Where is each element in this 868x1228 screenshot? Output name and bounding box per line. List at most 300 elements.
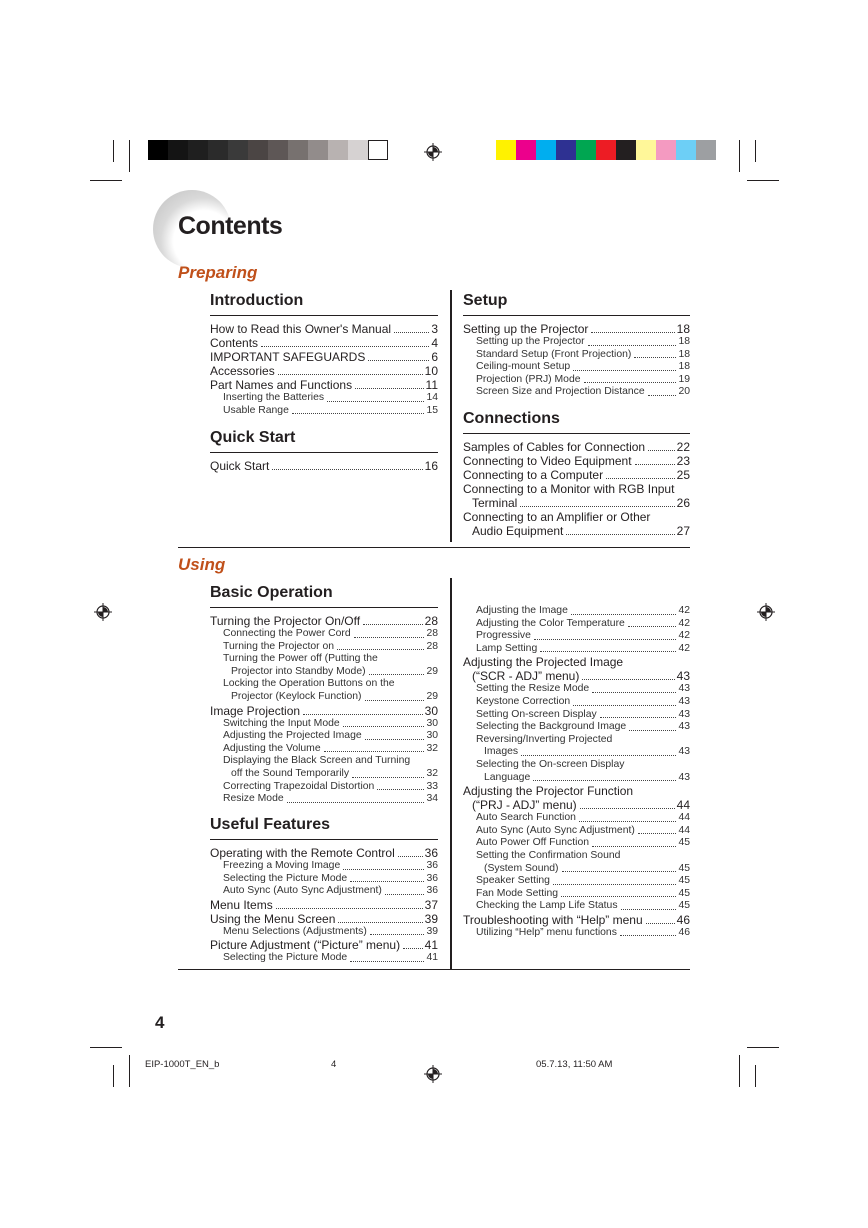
toc-subentry (210, 781, 438, 794)
toc-entry-title: Correcting Trapezoidal Distortion (223, 780, 375, 792)
toc-entry-text-line: Reversing/Inverting Projected (476, 733, 613, 745)
toc-page-number: 26 (676, 496, 690, 510)
toc-subentry (463, 734, 690, 759)
toc-subentry (463, 888, 690, 901)
dot-leader (592, 692, 676, 693)
toc-entry-title: Auto Search Function (476, 812, 576, 824)
dot-leader (338, 922, 422, 923)
registration-mark-icon (424, 1065, 442, 1083)
section-heading: Basic Operation (210, 584, 438, 608)
toc-entry (210, 898, 438, 912)
dot-leader (403, 948, 423, 949)
toc-subentry (463, 812, 690, 825)
toc-page-number: 43 (678, 771, 690, 783)
dot-leader (582, 679, 674, 680)
gray-swatch (228, 140, 248, 160)
dot-leader (343, 869, 424, 870)
toc-page-number: 44 (678, 812, 690, 824)
toc-page-number: 44 (678, 824, 690, 836)
toc-entry-title: Speaker Setting (476, 875, 550, 887)
toc-subentry (210, 628, 438, 641)
toc-entry-title: Progressive (476, 630, 531, 642)
toc-entry (210, 350, 438, 364)
dot-leader (588, 345, 677, 346)
toc-subentry (463, 618, 690, 631)
toc-entry-title: Projector into Standby Mode) (231, 665, 366, 677)
toc-entry-title: Utilizing “Help” menu functions (476, 926, 617, 938)
color-swatch (636, 140, 656, 160)
color-swatch (696, 140, 716, 160)
toc-entry-title: Switching the Input Mode (223, 717, 340, 729)
toc-entry-title: off the Sound Temporarily (231, 767, 350, 779)
dot-leader (363, 624, 423, 625)
toc-page-number: 27 (676, 524, 690, 538)
slug-filename: EIP-1000T_EN_b (145, 1059, 220, 1070)
section-setup (463, 292, 690, 399)
toc-subentry (463, 837, 690, 850)
toc-page-number: 42 (678, 605, 690, 616)
toc-page-number: 43 (678, 721, 690, 733)
toc-page-number: 45 (678, 875, 690, 887)
toc-page-number: 41 (424, 938, 438, 953)
toc-entry (463, 913, 690, 927)
toc-entry-title: IMPORTANT SAFEGUARDS (210, 350, 366, 364)
dot-leader (521, 755, 676, 756)
toc-entry-title: Turning the Projector on (223, 640, 335, 652)
dot-leader (566, 534, 674, 535)
gray-swatch (188, 140, 208, 160)
toc-page-number: 18 (678, 348, 690, 360)
toc-page-number: 30 (424, 703, 438, 718)
toc-entry (463, 655, 690, 683)
toc-page-number: 30 (426, 730, 438, 742)
toc-entry (210, 938, 438, 952)
toc-page-number: 18 (676, 322, 690, 336)
toc-subentry (210, 392, 438, 405)
dot-leader (571, 614, 677, 615)
dot-leader (584, 382, 677, 383)
dot-leader (533, 780, 676, 781)
toc-subentry (463, 336, 690, 349)
dot-leader (276, 908, 423, 909)
toc-page-number: 43 (678, 683, 690, 695)
dot-leader (369, 674, 425, 675)
toc-page-number: 23 (676, 454, 690, 468)
dot-leader (385, 894, 425, 895)
dot-leader (370, 934, 425, 935)
toc-subentry (463, 900, 690, 913)
dot-leader (629, 730, 676, 731)
section-heading: Quick Start (210, 429, 438, 453)
registration-mark-icon (424, 143, 442, 161)
toc-entry-title: Samples of Cables for Connection (463, 440, 646, 454)
toc-page-number: 43 (678, 695, 690, 707)
toc-entry-title: Connecting to a Computer (463, 468, 604, 482)
toc-entry-title: Menu Selections (Adjustments) (223, 925, 367, 937)
gray-swatch (328, 140, 348, 160)
toc-page-number: 18 (678, 361, 690, 373)
toc-entry (210, 322, 438, 336)
toc-subentry (463, 696, 690, 709)
toc-entry-text-line: Turning the Power off (Putting the (223, 653, 378, 665)
toc-subentry (463, 721, 690, 734)
slug-page: 4 (331, 1059, 337, 1070)
toc-entry-title: Setting up the Projector (463, 322, 589, 336)
toc-entry-title: Projector (Keylock Function) (231, 690, 362, 702)
toc-page-number: 45 (678, 900, 690, 912)
toc-page-number: 29 (426, 690, 438, 702)
toc-page-number: 22 (676, 440, 690, 454)
toc-entry-title: Images (484, 746, 519, 758)
toc-page-number: 18 (678, 336, 690, 347)
toc-entry-title: Lamp Setting (476, 642, 538, 654)
dot-leader (377, 789, 424, 790)
toc-page-number: 33 (426, 780, 438, 792)
dot-leader (562, 871, 677, 872)
dot-leader (592, 846, 676, 847)
dot-leader (324, 751, 425, 752)
dot-leader (355, 388, 423, 389)
section-heading: Setup (463, 292, 690, 316)
section-introduction (210, 292, 438, 417)
toc-entry-title: Terminal (472, 496, 518, 510)
toc-entry-text-line: Displaying the Black Screen and Turning (223, 755, 411, 767)
dot-leader (261, 346, 429, 347)
toc-subentry (210, 730, 438, 743)
toc-page-number: 11 (425, 378, 438, 392)
dot-leader (540, 651, 676, 652)
toc-entry-text-line: Selecting the On-screen Display (476, 758, 625, 770)
dot-leader (352, 777, 424, 778)
toc-entry-title: Quick Start (210, 459, 270, 473)
toc-subentry (210, 926, 438, 939)
dot-leader (579, 821, 677, 822)
gray-swatch (308, 140, 328, 160)
toc-entry-title: Adjusting the Volume (223, 742, 321, 754)
toc-entry-title: How to Read this Owner's Manual (210, 322, 392, 336)
toc-entry-title: Screen Size and Projection Distance (476, 386, 645, 398)
dot-leader (606, 478, 675, 479)
section-heading: Connections (463, 410, 690, 434)
section-heading: Introduction (210, 292, 438, 316)
toc-subentry (463, 643, 690, 656)
toc-entry-title: Adjusting the Color Temperature (476, 617, 625, 629)
dot-leader (292, 413, 425, 414)
toc-subentry (210, 718, 438, 731)
toc-subentry (463, 683, 690, 696)
toc-entry-title: Keystone Correction (476, 695, 571, 707)
toc-subentry (210, 885, 438, 898)
section-useful-features (210, 816, 438, 965)
toc-entry-title: Troubleshooting with “Help” menu (463, 912, 643, 927)
toc-entry (210, 846, 438, 860)
dot-leader (580, 808, 675, 809)
toc-page-number: 42 (678, 642, 690, 654)
toc-subentry (210, 873, 438, 886)
toc-page-number: 39 (426, 925, 438, 937)
toc-entry-title: Picture Adjustment (“Picture” menu) (210, 938, 401, 953)
toc-page-number: 25 (676, 468, 690, 482)
toc-entry-title: Accessories (210, 364, 275, 378)
gray-swatch (208, 140, 228, 160)
gray-swatch (148, 140, 168, 160)
gray-swatch (168, 140, 188, 160)
dot-leader (365, 739, 425, 740)
toc-page-number: 28 (426, 640, 438, 652)
dot-leader (600, 717, 677, 718)
toc-page-number: 36 (426, 885, 438, 897)
color-swatch (656, 140, 676, 160)
toc-entry-title: Image Projection (210, 703, 301, 718)
section-connections (463, 410, 690, 538)
dot-leader (327, 401, 424, 402)
toc-entry-title: Checking the Lamp Life Status (476, 900, 618, 912)
toc-entry-title: Selecting the Picture Mode (223, 952, 348, 964)
toc-entry-title: Contents (210, 336, 259, 350)
toc-page-number: 45 (678, 887, 690, 899)
toc-entry (463, 440, 690, 454)
toc-page-number: 4 (431, 336, 438, 350)
toc-subentry (210, 405, 438, 418)
toc-entry-title: Projection (PRJ) Mode (476, 373, 581, 385)
toc-entry-title: Turning the Projector On/Off (210, 614, 361, 628)
part-divider (178, 547, 690, 548)
toc-page-number: 43 (678, 746, 690, 758)
page-number: 4 (155, 1013, 165, 1032)
dot-leader (354, 637, 425, 638)
gray-swatch (368, 140, 388, 160)
dot-leader (368, 360, 429, 361)
toc-page-number: 28 (426, 628, 438, 639)
gray-swatch (288, 140, 308, 160)
toc-page-number: 41 (426, 952, 438, 964)
toc-page-number: 46 (678, 926, 690, 938)
toc-page-number: 42 (678, 630, 690, 642)
section-heading: Useful Features (210, 816, 438, 840)
toc-page-number: 28 (424, 614, 438, 628)
toc-entry (210, 704, 438, 718)
toc-entry (463, 322, 690, 336)
dot-leader (638, 833, 677, 834)
toc-entry-title: Freezing a Moving Image (223, 860, 341, 871)
color-swatch (596, 140, 616, 160)
color-swatch (676, 140, 696, 160)
dot-leader (621, 909, 677, 910)
toc-page-number: 36 (426, 872, 438, 884)
toc-page-number: 36 (424, 846, 438, 860)
page-title: Contents (178, 212, 283, 240)
toc-subentry (463, 825, 690, 838)
dot-leader (520, 506, 674, 507)
section-right-column (463, 605, 690, 939)
toc-page-number: 15 (426, 404, 438, 416)
color-swatch (576, 140, 596, 160)
toc-subentry (463, 709, 690, 722)
toc-entry (210, 459, 438, 473)
dot-leader (648, 450, 675, 451)
dot-leader (394, 332, 429, 333)
toc-subentry (463, 361, 690, 374)
toc-subentry (210, 678, 438, 703)
dot-leader (573, 370, 676, 371)
toc-subentry (210, 952, 438, 965)
dot-leader (350, 881, 424, 882)
toc-entry-title: Connecting to Video Equipment (463, 454, 632, 468)
column-divider (450, 290, 452, 542)
toc-entry (463, 510, 690, 538)
toc-entry-title: Setting up the Projector (476, 336, 585, 347)
color-swatch (556, 140, 576, 160)
section-basic-operation (210, 584, 438, 806)
toc-subentry (463, 630, 690, 643)
toc-page-number: 30 (426, 717, 438, 729)
toc-subentry (463, 927, 690, 940)
toc-subentry (463, 605, 690, 618)
color-swatch (516, 140, 536, 160)
dot-leader (634, 357, 676, 358)
toc-subentry (210, 653, 438, 678)
toc-entry-title: Standard Setup (Front Projection) (476, 348, 632, 360)
toc-page-number: 36 (426, 860, 438, 871)
registration-mark-icon (94, 603, 112, 621)
toc-entry-title: Using the Menu Screen (210, 911, 336, 926)
toc-subentry (463, 374, 690, 387)
toc-entry-title: Connecting the Power Cord (223, 628, 351, 639)
toc-page-number: 46 (676, 912, 690, 927)
toc-entry-title: Language (484, 771, 531, 783)
dot-leader (648, 395, 677, 396)
part-heading-using: Using (178, 555, 226, 574)
column-divider (450, 578, 452, 970)
dot-leader (620, 935, 677, 936)
gray-swatch (248, 140, 268, 160)
toc-page-number: 3 (431, 322, 438, 336)
toc-entry-title: Ceiling-mount Setup (476, 361, 571, 373)
color-swatch (616, 140, 636, 160)
toc-entry (210, 336, 438, 350)
toc-subentry (210, 743, 438, 756)
toc-entry-title: (“SCR - ADJ” menu) (472, 669, 580, 684)
dot-leader (303, 714, 423, 715)
toc-page-number: 32 (426, 742, 438, 754)
toc-entry-title: Menu Items (210, 897, 273, 912)
toc-entry-title: Audio Equipment (472, 524, 564, 538)
toc-page-number: 43 (678, 708, 690, 720)
toc-entry-text-line: Connecting to a Monitor with RGB Input (463, 482, 675, 496)
toc-entry-title: Selecting the Background Image (476, 721, 627, 733)
color-swatch (496, 140, 516, 160)
toc-page-number: 32 (426, 767, 438, 779)
toc-page-number: 44 (676, 798, 690, 813)
dot-leader (337, 649, 424, 650)
registration-mark-icon (757, 603, 775, 621)
gray-swatch (268, 140, 288, 160)
color-swatch (536, 140, 556, 160)
toc-entry (463, 454, 690, 468)
toc-entry (210, 364, 438, 378)
toc-subentry (463, 759, 690, 784)
toc-entry (463, 784, 690, 812)
toc-entry-text-line: Connecting to an Amplifier or Other (463, 510, 651, 524)
toc-page-number: 19 (678, 373, 690, 385)
toc-entry (463, 468, 690, 482)
toc-page-number: 6 (431, 350, 438, 364)
dot-leader (553, 884, 677, 885)
toc-page-number: 37 (424, 897, 438, 912)
toc-entry-text-line: Adjusting the Projected Image (463, 655, 624, 670)
toc-entry-title: Auto Sync (Auto Sync Adjustment) (476, 824, 635, 836)
dot-leader (278, 374, 423, 375)
toc-page-number: 29 (426, 665, 438, 677)
part-divider (178, 969, 690, 970)
toc-entry-title: Setting On-screen Display (476, 708, 597, 720)
dot-leader (350, 961, 424, 962)
toc-entry-title: Adjusting the Image (476, 605, 568, 616)
toc-entry-title: Usable Range (223, 404, 289, 416)
toc-subentry (463, 386, 690, 399)
toc-page-number: 20 (678, 386, 690, 398)
toc-entry (210, 378, 438, 392)
dot-leader (646, 923, 675, 924)
toc-page-number: 43 (676, 669, 690, 684)
part-heading-preparing: Preparing (178, 263, 258, 282)
dot-leader (591, 332, 674, 333)
toc-page-number: 34 (426, 793, 438, 805)
dot-leader (365, 700, 425, 701)
toc-subentry (210, 641, 438, 654)
toc-page-number: 16 (424, 459, 438, 473)
toc-entry-title: Inserting the Batteries (223, 392, 325, 403)
toc-entry-text-line: Setting the Confirmation Sound (476, 849, 621, 861)
toc-entry (463, 482, 690, 510)
toc-page-number: 42 (678, 617, 690, 629)
toc-page-number: 14 (426, 392, 438, 403)
toc-page-number: 45 (678, 862, 690, 874)
toc-entry (210, 614, 438, 628)
toc-page-number: 45 (678, 837, 690, 849)
toc-entry-text-line: Adjusting the Projector Function (463, 784, 634, 799)
section-quick-start (210, 429, 438, 473)
toc-entry-title: Selecting the Picture Mode (223, 872, 348, 884)
toc-entry-title: (System Sound) (484, 862, 559, 874)
dot-leader (635, 464, 675, 465)
slug-date: 05.7.13, 11:50 AM (536, 1059, 613, 1070)
dot-leader (628, 626, 677, 627)
gray-swatch (348, 140, 368, 160)
toc-entry-title: Part Names and Functions (210, 378, 353, 392)
dot-leader (272, 469, 422, 470)
toc-entry-title: Auto Power Off Function (476, 837, 590, 849)
toc-page-number: 39 (424, 911, 438, 926)
toc-subentry (210, 860, 438, 873)
toc-entry-title: Resize Mode (223, 793, 284, 805)
toc-entry-title: (“PRJ - ADJ” menu) (472, 798, 577, 813)
toc-entry-title: Setting the Resize Mode (476, 683, 590, 695)
toc-entry-title: Fan Mode Setting (476, 887, 559, 899)
toc-subentry (463, 349, 690, 362)
toc-subentry (210, 755, 438, 780)
toc-subentry (210, 793, 438, 806)
toc-subentry (463, 850, 690, 875)
dot-leader (561, 896, 676, 897)
dot-leader (534, 639, 677, 640)
toc-entry-title: Auto Sync (Auto Sync Adjustment) (223, 885, 382, 897)
toc-entry (210, 912, 438, 926)
dot-leader (573, 705, 676, 706)
toc-entry-title: Operating with the Remote Control (210, 846, 395, 860)
dot-leader (398, 856, 423, 857)
dot-leader (343, 726, 425, 727)
